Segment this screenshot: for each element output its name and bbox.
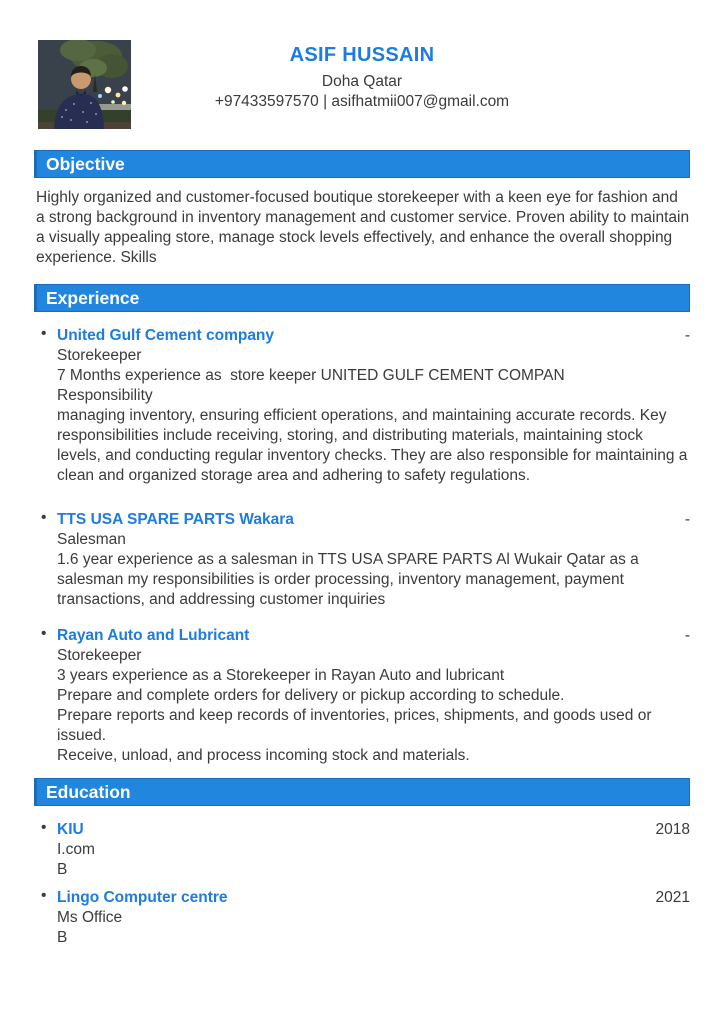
objective-text: Highly organized and customer-focused boutique storekeeper with a keen eye for fashion and a strong background in inventory management and customer service. Proven ability to maintain a visually appealing store, manage stock levels effectively, and enhance the overall shopping experience. Skills — [36, 189, 690, 266]
education-year: 2018 — [655, 821, 690, 838]
section-header-objective: Objective — [34, 150, 690, 178]
education-list — [34, 820, 690, 948]
candidate-name: ASIF HUSSAIN — [289, 44, 435, 66]
education-item-header — [57, 820, 690, 840]
job-description-line: Prepare and complete orders for delivery or pickup according to schedule. — [57, 687, 565, 704]
experience-item-header — [57, 510, 690, 530]
education-year: 2021 — [655, 889, 690, 906]
school-link[interactable]: • Lingo Computer centre — [57, 889, 228, 906]
experience-item — [34, 326, 690, 486]
education-grade: B — [57, 929, 68, 946]
job-role: Storekeeper — [57, 647, 142, 664]
company-link[interactable]: • Rayan Auto and Lubricant — [57, 627, 250, 644]
experience-date: - — [684, 627, 690, 644]
profile-photo-image — [38, 40, 131, 140]
experience-item — [34, 510, 690, 610]
job-description-line: Prepare reports and keep records of inventories, prices, shipments, and goods used or issued. — [57, 707, 656, 744]
experience-date: - — [684, 511, 690, 528]
job-role: Storekeeper — [57, 347, 142, 364]
experience-date: - — [684, 327, 690, 344]
resume-header — [0, 0, 724, 150]
experience-item-header — [57, 626, 690, 646]
job-description-line: managing inventory, ensuring efficient operations, and maintaining accurate records. Key responsibilities include receiving, storing, and distributing materials, maintaining stock levels, and conducting regular inventory checks. They are also responsible for maintaining a clean and organized storage area and adhering to safety regulations. — [57, 407, 692, 484]
job-description-line: 1.6 year experience as a salesman in TTS USA SPARE PARTS Al Wukair Qatar as a salesman my responsibilities is order processing, inventory management, payment transactions, and addressing customer inquiries — [57, 551, 644, 608]
job-description-line: Receive, unload, and process incoming stock and materials. — [57, 747, 470, 764]
education-item — [34, 820, 690, 880]
company-link[interactable]: • TTS USA SPARE PARTS Wakara — [57, 511, 294, 528]
education-degree: I.com — [57, 841, 95, 858]
candidate-contact: +97433597570 | asifhatmii007@gmail.com — [214, 93, 510, 110]
job-description-line: Responsibility — [57, 387, 153, 404]
section-header-education: Education — [34, 778, 690, 806]
experience-item-header — [57, 326, 690, 346]
company-link[interactable]: • United Gulf Cement company — [57, 327, 275, 344]
education-degree: Ms Office — [57, 909, 123, 926]
experience-list — [34, 326, 690, 766]
job-role: Salesman — [57, 531, 126, 548]
education-item-header — [57, 888, 690, 908]
job-description-line: 7 Months experience as store keeper UNITED GULF CEMENT COMPAN — [57, 367, 565, 384]
school-link[interactable]: • KIU — [57, 821, 84, 838]
resume-body — [34, 150, 690, 948]
section-header-experience: Experience — [34, 284, 690, 312]
profile-photo — [38, 40, 131, 140]
education-item — [34, 888, 690, 948]
experience-item — [34, 626, 690, 766]
education-grade: B — [57, 861, 68, 878]
candidate-location: Doha Qatar — [321, 73, 403, 90]
job-description-line: 3 years experience as a Storekeeper in Rayan Auto and lubricant — [57, 667, 505, 684]
